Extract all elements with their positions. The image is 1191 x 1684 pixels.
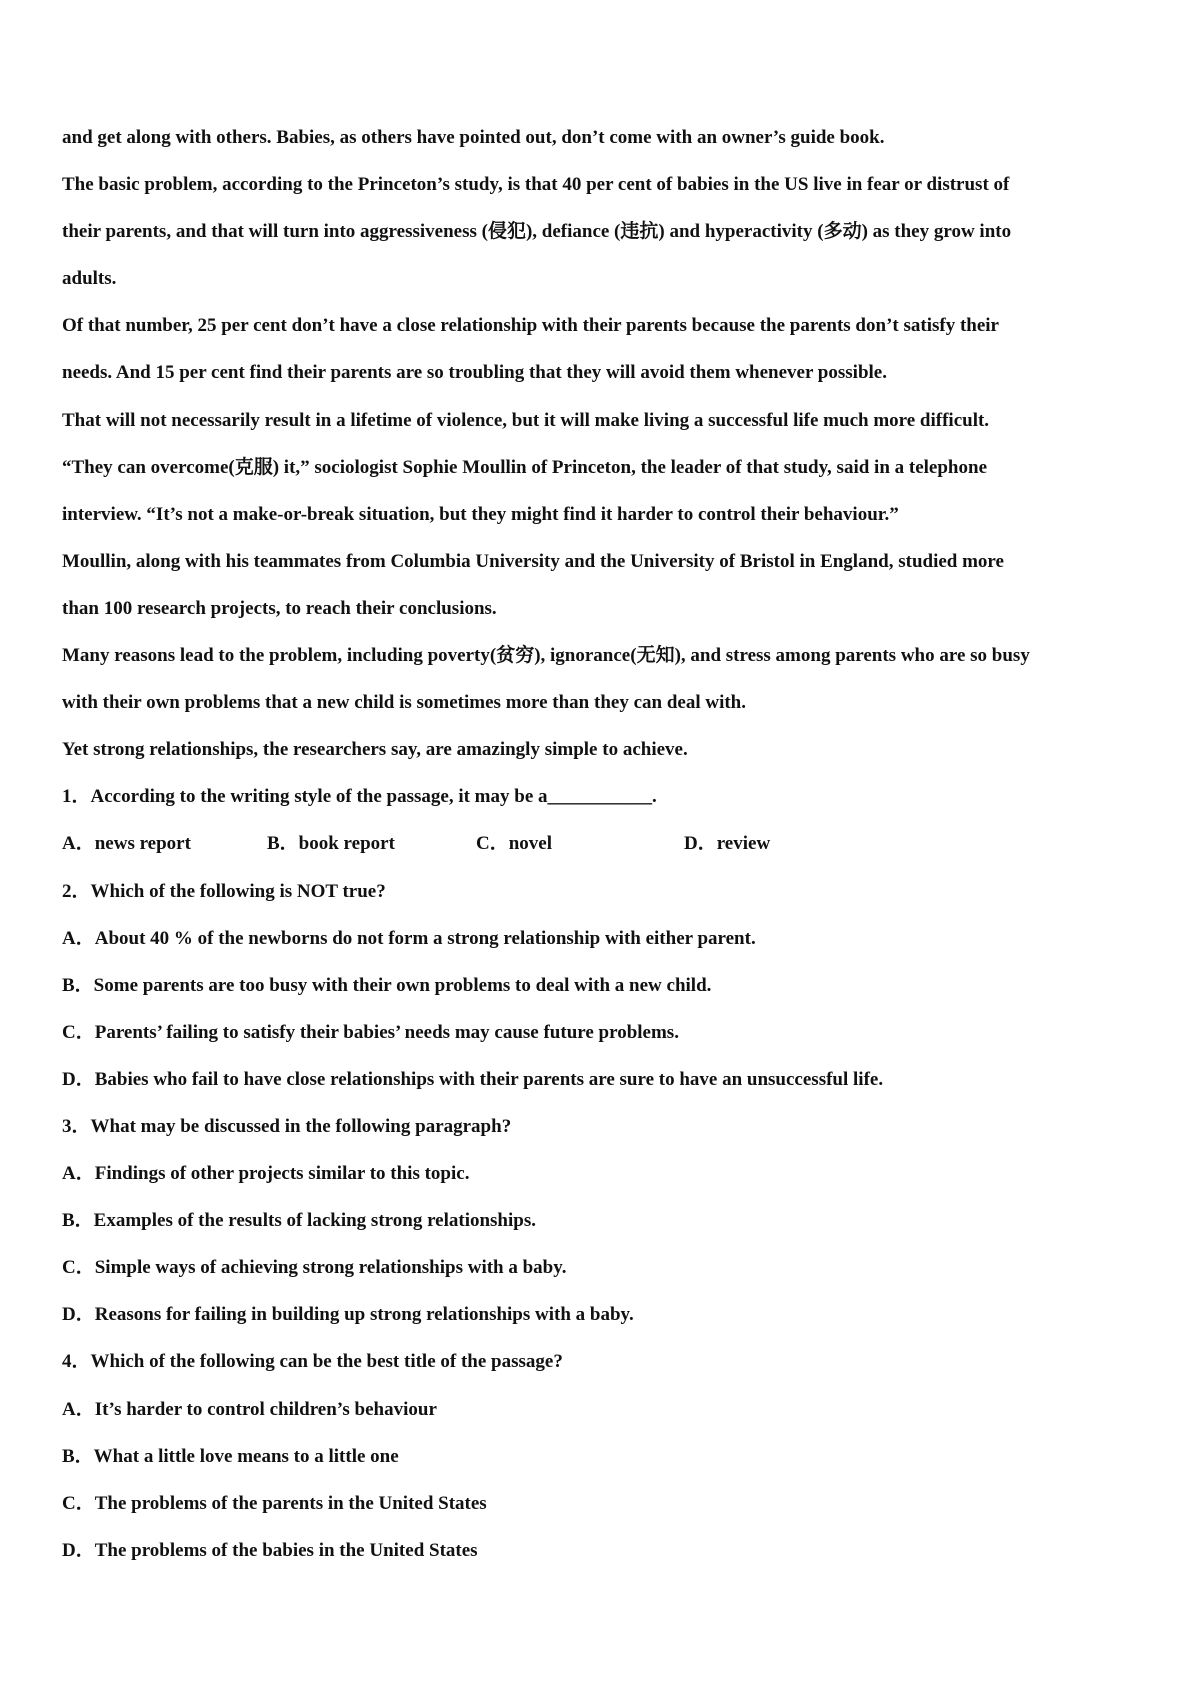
question-stem-1: 1．According to the writing style of the passage, it may be a___________.: [62, 786, 657, 808]
question-1-option-d: D．review: [684, 833, 771, 855]
passage-line: and get along with others. Babies, as others have pointed out, don’t come with an owner’s guide book.: [62, 127, 885, 148]
passage-line: than 100 research projects, to reach their conclusions.: [62, 597, 497, 619]
question-stem-3: 3．What may be discussed in the following paragraph?: [62, 1115, 512, 1137]
passage-line: Many reasons lead to the problem, including poverty(贫穷), ignorance(无知), and stress among parents who are so busy: [62, 645, 1030, 667]
question-1-option-a: A．news report: [62, 833, 191, 855]
question-1-options: [62, 820, 1152, 867]
question-3-option-d: D．Reasons for failing in building up strong relationships with a baby.: [62, 1304, 634, 1326]
passage-line: Of that number, 25 per cent don’t have a close relationship with their parents because the parents don’t satisfy their: [62, 315, 999, 337]
passage-line: interview. “It’s not a make-or-break situation, but they might find it harder to control their behaviour.”: [62, 503, 899, 525]
question-3-option-a: A．Findings of other projects similar to this topic.: [62, 1163, 470, 1185]
question-4-option-b: B．What a little love means to a little one: [62, 1445, 399, 1467]
passage-line: The basic problem, according to the Princeton’s study, is that 40 per cent of babies in the US live in fear or distrust of: [62, 174, 1010, 196]
question-stem-2: 2．Which of the following is NOT true?: [62, 880, 386, 902]
passage-line: “They can overcome(克服) it,” sociologist Sophie Moullin of Princeton, the leader of that study, said in a telephone: [62, 456, 987, 478]
question-3-option-c: C．Simple ways of achieving strong relationships with a baby.: [62, 1257, 567, 1279]
document-content: [62, 114, 1152, 1574]
question-3-option-b: B．Examples of the results of lacking strong relationships.: [62, 1210, 536, 1232]
question-2-option-c: C．Parents’ failing to satisfy their babies’ needs may cause future problems.: [62, 1021, 679, 1043]
passage-line: Yet strong relationships, the researchers say, are amazingly simple to achieve.: [62, 739, 688, 761]
passage-line: with their own problems that a new child is sometimes more than they can deal with.: [62, 692, 746, 714]
question-2-option-d: D．Babies who fail to have close relationships with their parents are sure to have an unsuccessful life.: [62, 1068, 884, 1090]
question-4-option-c: C．The problems of the parents in the United States: [62, 1492, 487, 1514]
passage-line: adults.: [62, 268, 117, 290]
question-1-option-c: C．novel: [476, 833, 553, 855]
question-2-option-b: B．Some parents are too busy with their own problems to deal with a new child.: [62, 974, 712, 996]
question-stem-4: 4．Which of the following can be the best title of the passage?: [62, 1351, 563, 1373]
question-2-option-a: A．About 40 % of the newborns do not form a strong relationship with either parent.: [62, 927, 756, 949]
passage-line: That will not necessarily result in a lifetime of violence, but it will make living a successful life much more difficult.: [62, 409, 990, 431]
question-4-option-d: D．The problems of the babies in the United States: [62, 1539, 478, 1561]
question-1-option-b: B．book report: [267, 833, 395, 855]
question-4-option-a: A．It’s harder to control children’s behaviour: [62, 1398, 437, 1420]
passage-line: their parents, and that will turn into aggressiveness (侵犯), defiance (违抗) and hyperactivity (多动) as they grow into: [62, 221, 1012, 243]
passage-line: needs. And 15 per cent find their parents are so troubling that they will avoid them whenever possible.: [62, 362, 887, 384]
passage-line: Moullin, along with his teammates from Columbia University and the University of Bristol in England, studied more: [62, 550, 1004, 572]
